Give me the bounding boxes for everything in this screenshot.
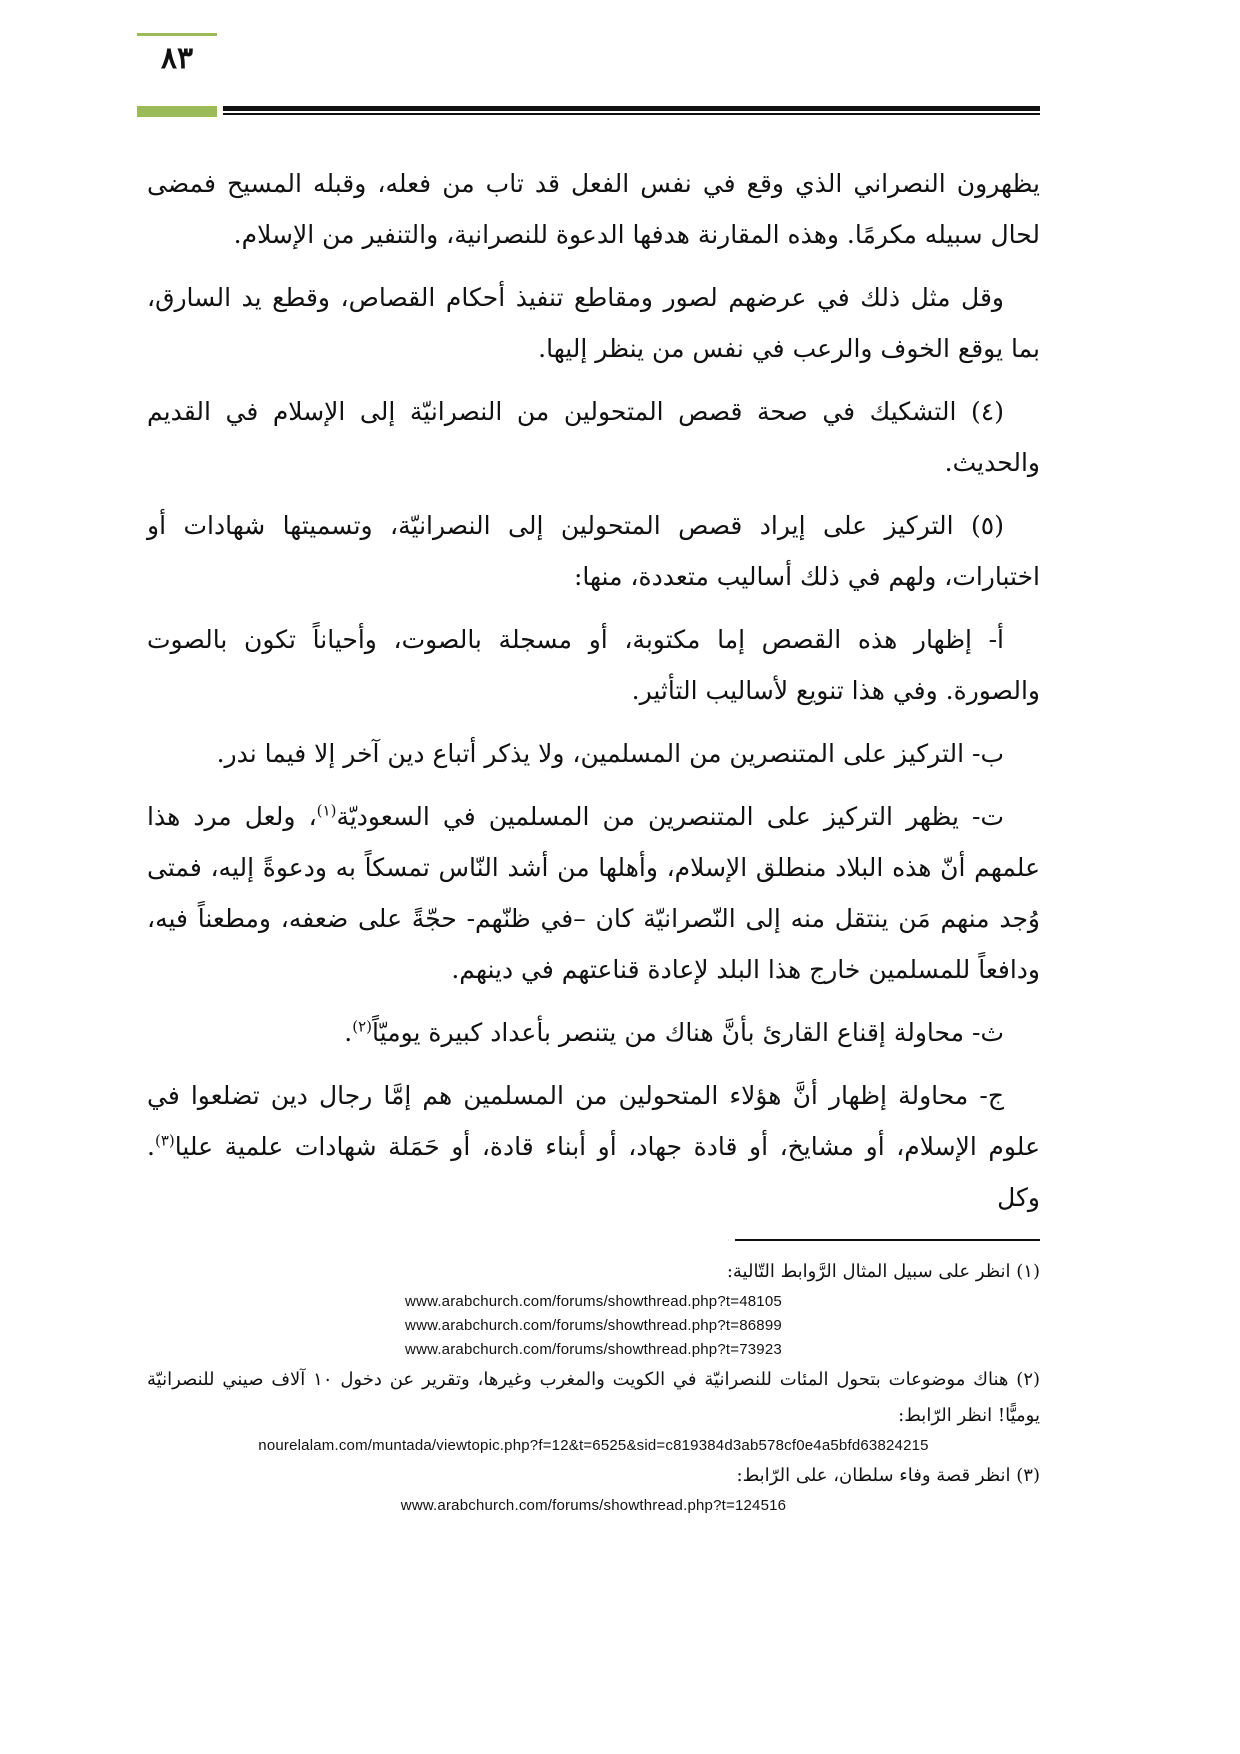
paragraph-text: . bbox=[344, 1018, 353, 1047]
paragraph: يظهرون النصراني الذي وقع في نفس الفعل قد تاب من فعله، وقبله المسيح فمضى لحال سبيله مكرمًا. وهذه المقارنة هدفها الدعوة للنصرانية، والتنفير من الإسلام. bbox=[147, 169, 1040, 249]
paragraph-with-footnote bbox=[147, 1070, 1040, 1223]
paragraph: وقل مثل ذلك في عرضهم لصور ومقاطع تنفيذ أحكام القصاص، وقطع يد السارق، بما يوقع الخوف والرعب في نفس من ينظر إليها. bbox=[147, 283, 1040, 363]
footnote-separator bbox=[735, 1239, 1040, 1241]
paragraph: ب- التركيز على المتنصرين من المسلمين، ولا يذكر أتباع دين آخر إلا فيما ندر. bbox=[216, 739, 1004, 768]
footnote-link[interactable]: www.arabchurch.com/forums/showthread.php?t=73923 bbox=[405, 1341, 782, 1358]
footnote-link[interactable]: www.arabchurch.com/forums/showthread.php?t=86899 bbox=[405, 1317, 782, 1334]
header-black-rule-thin bbox=[223, 113, 1040, 115]
footnote-link[interactable]: nourelalam.com/muntada/viewtopic.php?f=12&t=6525&sid=c819384d3ab578cf0e4a5bfd63824215 bbox=[258, 1437, 929, 1454]
header-green-bar bbox=[137, 106, 217, 117]
header-top-rule bbox=[137, 33, 217, 36]
paragraph: (٥) التركيز على إيراد قصص المتحولين إلى النصرانيّة، وتسميتها شهادات أو اختبارات، ولهم في ذلك أساليب متعددة، منها: bbox=[147, 511, 1040, 591]
paragraph: (٤) التشكيك في صحة قصص المتحولين من النصرانيّة إلى الإسلام في القديم والحديث. bbox=[147, 397, 1040, 477]
footnote-link[interactable]: www.arabchurch.com/forums/showthread.php?t=48105 bbox=[405, 1293, 782, 1310]
footnote-3: (٣) انظر قصة وفاء سلطان، على الرّابط: bbox=[736, 1465, 1040, 1486]
paragraph: أ- إظهار هذه القصص إما مكتوبة، أو مسجلة بالصوت، وأحياناً تكون بالصوت والصورة. وفي هذا تنويع لأساليب التأثير. bbox=[147, 625, 1040, 705]
footnote-1: (١) انظر على سبيل المثال الرَّوابط التّالية: bbox=[726, 1261, 1040, 1282]
page-number: ٨٣ bbox=[160, 41, 194, 76]
footnote-2: (٢) هناك موضوعات بتحول المئات للنصرانيّة في الكويت والمغرب وغيرها، وتقرير عن دخول ١٠ آلاف صيني للنصرانيّة يوميًّا! انظر الرّابط: bbox=[147, 1369, 1041, 1426]
paragraph-text: ت- يظهر التركيز على المتنصرين من المسلمين في السعوديّة bbox=[336, 802, 1004, 831]
header-black-rule bbox=[223, 106, 1040, 111]
paragraph-with-footnote bbox=[147, 791, 1040, 995]
footnotes bbox=[147, 1254, 1040, 1518]
paragraph-with-footnote bbox=[147, 1007, 1040, 1058]
footnote-ref[interactable]: (٢) bbox=[352, 1017, 373, 1036]
paragraph-text: . وكل bbox=[147, 1132, 1040, 1212]
paragraph-text: ، ولعل مرد هذا علمهم أنّ هذه البلاد منطلق الإسلام، وأهلها من أشد النّاس تمسكاً به ودعوةً إليه، فمتى وُجد منهم مَن ينتقل منه إلى النّصرانيّة كان –في ظنّهم- حجّةً على ضعفه، ومطعناً فيه، ودافعاً للمسلمين خارج هذا البلد لإعادة قناعتهم في دينهم. bbox=[147, 802, 1040, 984]
body-text bbox=[147, 158, 1040, 1235]
paragraph-text: ث- محاولة إقناع القارئ بأنَّ هناك من يتنصر بأعداد كبيرة يوميّاً bbox=[372, 1018, 1004, 1047]
footnote-ref[interactable]: (٣) bbox=[154, 1131, 175, 1150]
paragraph-text: ج- محاولة إظهار أنَّ هؤلاء المتحولين من المسلمين هم إمَّا رجال دين تضلعوا في علوم الإسلام، أو مشايخ، أو قادة جهاد، أو أبناء قادة، أو حَمَلة شهادات علمية عليا bbox=[147, 1081, 1040, 1161]
footnote-link[interactable]: www.arabchurch.com/forums/showthread.php?t=124516 bbox=[400, 1497, 787, 1514]
footnote-ref[interactable]: (١) bbox=[316, 801, 337, 820]
